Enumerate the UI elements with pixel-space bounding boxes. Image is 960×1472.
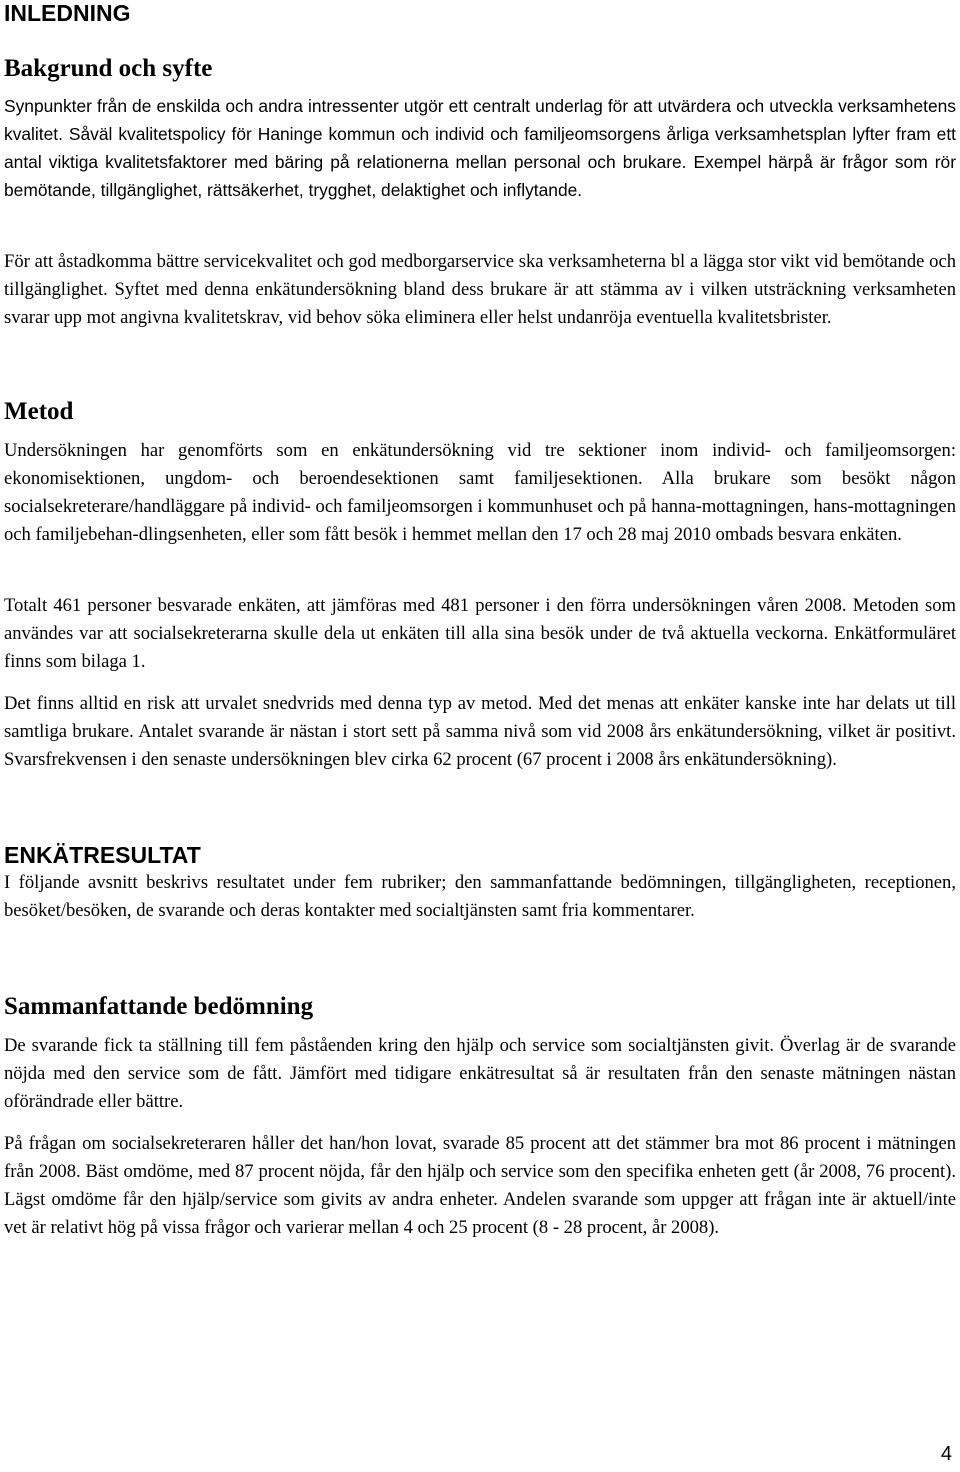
paragraph-metod-2: Totalt 461 personer besvarade enkäten, att jämföras med 481 personer i den förra undersökningen våren 2008. Metoden som användes var att socialsekreterarna skulle dela ut enkäten till alla sina besök under de två aktuella veckorna. Enkätformuläret finns som bilaga 1. [4, 595, 956, 672]
heading-sammanfattande-bedomning: Sammanfattande bedömning [4, 993, 314, 1020]
paragraph-bakgrund-2: För att åstadkomma bättre servicekvalitet och god medborgarservice ska verksamheterna bl a lägga stor vikt vid bemötande och tillgänglighet. Syftet med denna enkätundersökning bland dess brukare är att stämma av i vilken utsträckning verksamheten svarar upp mot angivna kvalitetskrav, vid behov söka eliminera eller helst undanröja eventuella kvalitetsbrister. [4, 251, 956, 328]
paragraph-bakgrund-1 [4, 92, 956, 204]
paragraph-metod-3: Det finns alltid en risk att urvalet snedvrids med denna typ av metod. Med det menas att enkäter kanske inte har delats ut till samtliga brukare. Antalet svarande är nästan i stort sett på samma nivå som vid 2008 års enkätundersökning, vilket är positivt. Svarsfrekvensen i den senaste undersökningen blev cirka 62 procent (67 procent i 2008 års enkätundersökning). [4, 693, 956, 770]
paragraph-enkatresultat-1: I följande avsnitt beskrivs resultatet under fem rubriker; den sammanfattande bedömningen, tillgängligheten, receptionen, besöket/besöken, de svarande och deras kontakter med socialtjänsten samt fria kommentarer. [4, 872, 956, 921]
section-heading-enkatresultat: ENKÄTRESULTAT [4, 842, 201, 868]
paragraph-bakgrund-1-text: Synpunkter från de enskilda och andra intressenter utgör ett centralt underlag för att utvärdera och utveckla verksamhetens kvalitet. Såväl kvalitetspolicy för Haninge kommun och individ och familjeomsorgens årliga verksamhetsplan lyfter fram ett antal viktiga kvalitetsfaktorer med bäring på relationerna mellan personal och brukare. [4, 96, 956, 172]
section-heading-inledning: INLEDNING [4, 0, 131, 26]
heading-bakgrund-och-syfte: Bakgrund och syfte [4, 55, 213, 82]
paragraph-metod-1: Undersökningen har genomförts som en enkätundersökning vid tre sektioner inom individ- och familjeomsorgen: ekonomisektionen, ungdom- och beroendesektionen samt familjesektionen. Alla brukare som besökt någon socialsekreterare/handläggare på individ- och familjeomsorgen i kommunhuset och på hanna-mottagningen, hans-mottagningen och familjebehan-dlingsenheten, eller som fått besök i hemmet mellan den 17 och 28 maj 2010 ombads besvara enkäten. [4, 440, 956, 545]
paragraph-sammanfattande-1: De svarande fick ta ställning till fem påståenden kring den hjälp och service som socialtjänsten givit. Överlag är de svarande nöjda med den service som de fått. Jämfört med tidigare enkätresultat så är resultaten från den senaste mätningen nästan oförändrade eller bättre. [4, 1035, 956, 1112]
paragraph-sammanfattande-2: På frågan om socialsekreteraren håller det han/hon lovat, svarade 85 procent att det stämmer bra mot 86 procent i mätningen från 2008. Bäst omdöme, med 87 procent nöjda, får den hjälp och service som den specifika enheten gett (år 2008, 76 procent). Lägst omdöme får den hjälp/service som givits av andra enheter. Andelen svarande som uppger att frågan inte är aktuell/inte vet är relativt hög på vissa frågor och varierar mellan 4 och 25 procent (8 - 28 procent, år 2008). [4, 1133, 956, 1238]
paragraph-bakgrund-1b-text: Exempel härpå är frågor som rör bemötande, tillgänglighet, rättsäkerhet, trygghet, delaktighet och inflytande. [4, 152, 956, 200]
page-number: 4 [940, 1443, 952, 1465]
heading-metod: Metod [4, 398, 74, 425]
